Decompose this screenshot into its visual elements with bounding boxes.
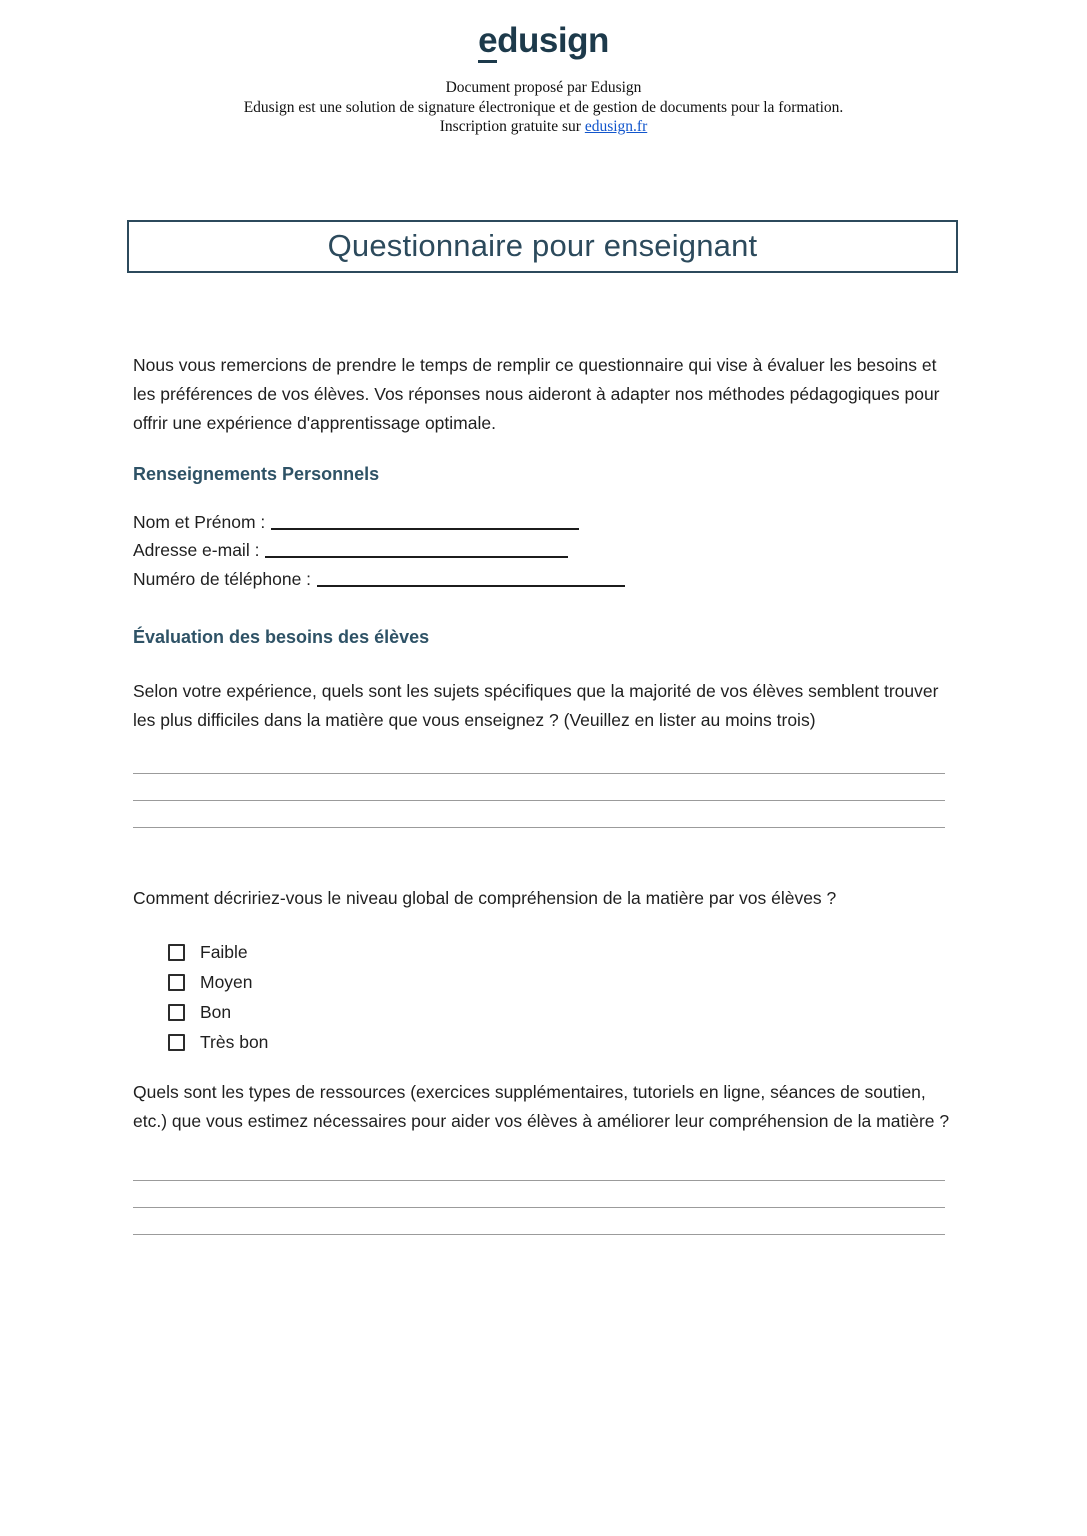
header-line-3 — [0, 117, 1087, 137]
edusign-fr-link[interactable]: edusign.fr — [584, 118, 648, 135]
intro-paragraph: Nous vous remercions de prendre le temps de remplir ce questionnaire qui vise à évaluer les besoins et les préférences de vos élèves. Vos réponses nous aideront à adapter nos méthodes pédagogiques pour offrir une expérience d'apprentissage optimale. — [133, 354, 940, 433]
answer-line[interactable] — [133, 747, 945, 774]
checkbox-icon[interactable] — [168, 1034, 185, 1051]
document-content — [133, 351, 955, 1236]
personal-fields — [133, 508, 955, 594]
field-phone-blank[interactable] — [317, 573, 625, 587]
section-heading-personal: Renseignements Personnels — [133, 463, 380, 484]
field-name-label: Nom et Prénom : — [133, 511, 266, 532]
field-name — [133, 508, 955, 537]
logo-container — [0, 0, 1087, 60]
comprehension-options — [133, 937, 955, 1057]
checkbox-icon[interactable] — [168, 944, 185, 961]
answer-line[interactable] — [133, 801, 945, 828]
checkbox-icon[interactable] — [168, 974, 185, 991]
field-phone-label: Numéro de téléphone : — [133, 568, 312, 589]
answer-line[interactable] — [133, 1154, 945, 1181]
checkbox-option-moyen[interactable] — [133, 967, 955, 997]
edusign-logo — [478, 22, 609, 60]
checkbox-label: Moyen — [200, 971, 253, 992]
header-line-3-prefix: Inscription gratuite sur — [439, 118, 585, 135]
answer-lines-q3 — [133, 1154, 945, 1235]
checkbox-option-faible[interactable] — [133, 937, 955, 967]
answer-line[interactable] — [133, 774, 945, 801]
field-phone — [133, 565, 955, 594]
field-email — [133, 536, 955, 565]
field-email-blank[interactable] — [265, 544, 568, 558]
checkbox-label: Bon — [200, 1001, 232, 1022]
field-name-blank[interactable] — [271, 516, 579, 530]
page-title: Questionnaire pour enseignant — [327, 228, 758, 263]
edusign-logo-e: e — [478, 21, 497, 63]
answer-lines-q1 — [133, 747, 945, 828]
header-line-1: Document proposé par Edusign — [445, 79, 642, 96]
answer-line[interactable] — [133, 1208, 945, 1235]
question-difficult-subjects: Selon votre expérience, quels sont les sujets spécifiques que la majorité de vos élèves semblent trouver les plus difficiles dans la matière que vous enseignez ? (Veuillez en lister au moins trois) — [133, 681, 939, 730]
question-comprehension-level: Comment décririez-vous le niveau global de compréhension de la matière par vos élèves ? — [133, 888, 837, 908]
document-header — [0, 78, 1087, 137]
checkbox-option-tres-bon[interactable] — [133, 1027, 955, 1057]
checkbox-option-bon[interactable] — [133, 997, 955, 1027]
title-box — [127, 220, 958, 273]
checkbox-label: Très bon — [200, 1031, 269, 1052]
field-email-label: Adresse e-mail : — [133, 540, 260, 560]
question-resources: Quels sont les types de ressources (exercices supplémentaires, tutoriels en ligne, séances de soutien, etc.) que vous estimez nécessaires pour aider vos élèves à améliorer leur compréhension de la matière ? — [133, 1082, 950, 1131]
header-line-2: Edusign est une solution de signature électronique et de gestion de documents pour la formation. — [243, 98, 844, 116]
edusign-logo-rest: dusign — [497, 21, 609, 60]
answer-line[interactable] — [133, 1181, 945, 1208]
checkbox-icon[interactable] — [168, 1004, 185, 1021]
section-heading-evaluation: Évaluation des besoins des élèves — [133, 627, 430, 647]
checkbox-label: Faible — [200, 941, 248, 962]
